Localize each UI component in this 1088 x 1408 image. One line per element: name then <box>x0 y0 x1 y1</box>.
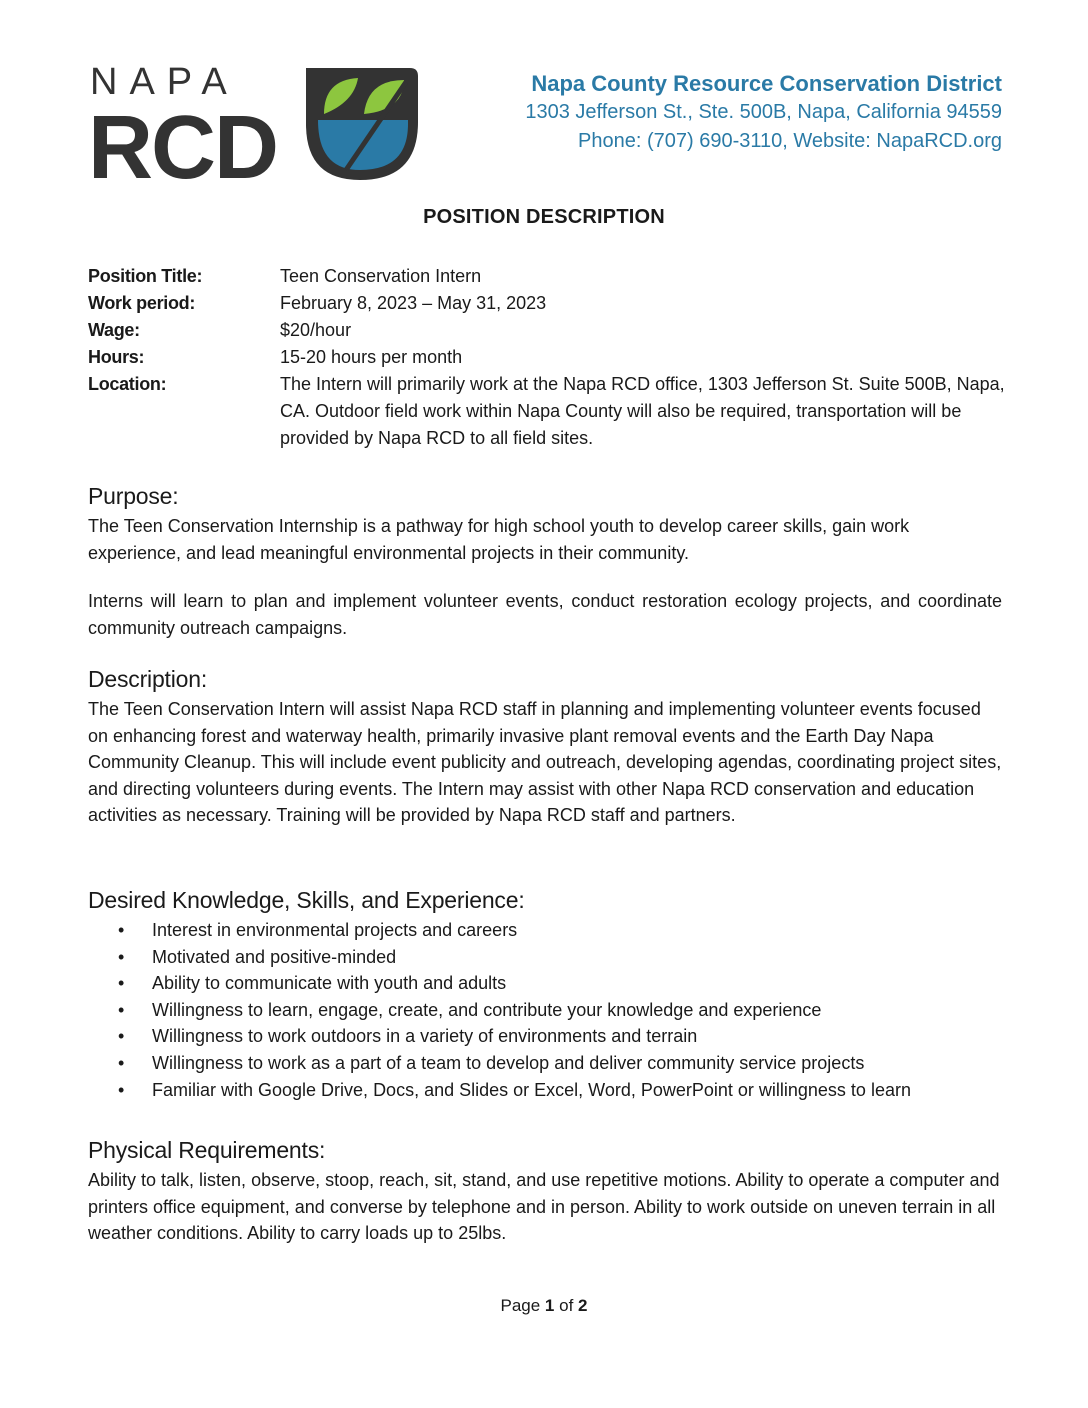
detail-row-location <box>88 371 1008 452</box>
detail-row-position-title <box>88 263 1008 290</box>
detail-label: Location: <box>88 374 167 394</box>
list-item-text: Willingness to work outdoors in a variety of environments and terrain <box>152 1026 698 1047</box>
bullet-icon: • <box>118 1052 125 1073</box>
list-item <box>88 970 1002 997</box>
leaf-icon <box>306 68 418 180</box>
logo-napa-text: NAPA <box>90 62 239 103</box>
skills-list <box>88 917 1002 1103</box>
list-item-text: Willingness to learn, engage, create, and contribute your knowledge and experience <box>152 999 822 1020</box>
list-item-text: Motivated and positive-minded <box>152 946 397 967</box>
list-item-text: Interest in environmental projects and careers <box>152 920 518 940</box>
detail-row-wage <box>88 317 1008 344</box>
bullet-icon: • <box>118 1079 125 1100</box>
detail-row-work-period <box>88 290 1008 317</box>
page-number: 1 <box>544 1296 555 1315</box>
detail-value: February 8, 2023 – May 31, 2023 <box>280 293 547 313</box>
detail-label: Wage: <box>88 320 140 340</box>
list-item <box>88 1077 1002 1104</box>
description-heading: Description: <box>88 666 208 692</box>
list-item-text: Ability to communicate with youth and adults <box>152 973 507 994</box>
org-address: 1303 Jefferson St., Ste. 500B, Napa, California 94559 <box>525 101 1002 123</box>
purpose-paragraph: The Teen Conservation Internship is a pathway for high school youth to develop career skills, gain work experience, and lead meaningful environmental projects in their community. <box>88 516 910 563</box>
page-total: 2 <box>578 1296 588 1315</box>
bullet-icon: • <box>118 1026 125 1047</box>
page-word: Page <box>500 1296 541 1315</box>
org-contact: Phone: (707) 690-3110, Website: NapaRCD.org <box>578 130 1002 152</box>
napa-rcd-logo <box>88 62 423 184</box>
skills-section <box>88 885 1002 1103</box>
bullet-icon: • <box>118 946 125 967</box>
description-paragraph: The Teen Conservation Intern will assist Napa RCD staff in planning and implementing volunteer events focused on enhancing forest and waterway health, primarily invasive plant removal events and the Earth Day Napa Community Cleanup. This will include event publicity and outreach, developing agendas, coordinating project sites, and directing volunteers during events. The Intern may assist with other Napa RCD conservation and education activities as necessary. Training will be provided by Napa RCD staff and partners. <box>88 699 1002 826</box>
detail-value: 15-20 hours per month <box>280 347 463 367</box>
list-item <box>88 1050 1002 1077</box>
detail-label: Position Title: <box>88 266 203 286</box>
logo-rcd-text: RCD <box>88 98 277 184</box>
org-name: Napa County Resource Conservation District <box>531 71 1002 96</box>
purpose-section <box>88 481 1002 641</box>
bullet-icon: • <box>118 999 125 1020</box>
document-title: POSITION DESCRIPTION <box>423 206 665 228</box>
list-item <box>88 917 1002 944</box>
list-item <box>88 997 1002 1024</box>
purpose-paragraph: Interns will learn to plan and implement volunteer events, conduct restoration ecology projects, and coordinate community outreach campaigns. <box>88 591 1002 638</box>
detail-label: Work period: <box>88 293 196 313</box>
skills-heading: Desired Knowledge, Skills, and Experience: <box>88 887 525 913</box>
org-header <box>525 70 1002 156</box>
list-item <box>88 1023 1002 1050</box>
detail-label: Hours: <box>88 347 145 367</box>
detail-row-hours <box>88 344 1008 371</box>
page-footer <box>0 1296 1088 1316</box>
of-word: of <box>559 1296 574 1315</box>
physical-section <box>88 1135 1002 1247</box>
description-section <box>88 664 1002 829</box>
bullet-icon: • <box>118 920 125 940</box>
detail-value: The Intern will primarily work at the Napa RCD office, 1303 Jefferson St. Suite 500B, Napa, CA. Outdoor field work within Napa County will also be required, transportation will be provided by Napa RCD to all field sites. <box>280 374 1005 448</box>
physical-heading: Physical Requirements: <box>88 1137 326 1163</box>
list-item <box>88 944 1002 971</box>
position-details <box>88 263 1008 452</box>
list-item-text: Willingness to work as a part of a team to develop and deliver community service projects <box>152 1052 865 1073</box>
detail-value: Teen Conservation Intern <box>280 266 482 286</box>
physical-paragraph: Ability to talk, listen, observe, stoop, reach, sit, stand, and use repetitive motions. Ability to operate a computer and printers office equipment, and converse by telephone and in person. Ability to work outside on uneven terrain in all weather conditions. Ability to carry loads up to 25lbs. <box>88 1170 1000 1244</box>
bullet-icon: • <box>118 973 125 994</box>
purpose-heading: Purpose: <box>88 483 179 509</box>
list-item-text: Familiar with Google Drive, Docs, and Slides or Excel, Word, PowerPoint or willingness to learn <box>152 1079 911 1100</box>
detail-value: $20/hour <box>280 320 352 340</box>
